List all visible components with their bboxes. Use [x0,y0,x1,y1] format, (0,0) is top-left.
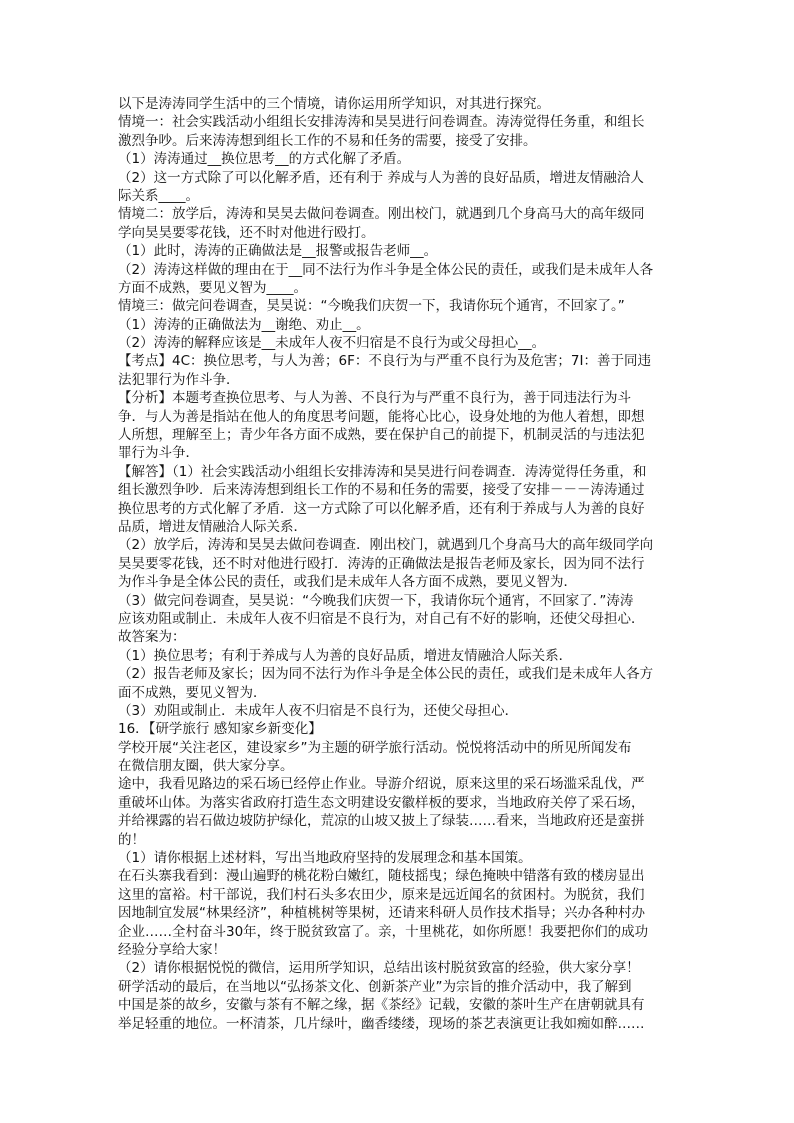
text-line: 经验分享给大家！ [118,941,226,958]
text-line: 应该劝阻或制止．未成年人夜不归宿是不良行为，对自己有不好的影响，还使父母担心． [118,610,645,627]
text-line: 16．【研学旅行 感知家乡新变化】 [118,721,322,738]
text-line: （2）涛涛的解释应该是__未成年人夜不归宿是不良行为或父母担心__。 [118,335,546,352]
text-line: 罪行为斗争． [118,445,199,462]
text-line: 际关系____。 [118,187,199,204]
text-line: 换位思考的方式化解了矛盾．这一方式除了可以化解矛盾，还有利于养成与人为善的良好 [118,500,645,517]
text-line: 研学活动的最后，在当地以“弘扬茶文化、创新茶产业”为宗旨的推介活动中，我了解到 [118,978,632,995]
text-line: （2）涛涛这样做的理由在于__同不法行为作斗争是全体公民的责任，或我们是未成年人各 [118,261,654,278]
text-line: 这里的富裕。村干部说，我们村石头多农田少，原来是远近闻名的贫困村。为脱贫，我们 [118,886,645,903]
text-line: （3）劝阻或制止．未成年人夜不归宿是不良行为，还使父母担心． [118,702,519,719]
text-line: 学校开展“关注老区，建设家乡”为主题的研学旅行活动。悦悦将活动中的所见所闻发布 [118,739,632,756]
text-line: （1）此时，涛涛的正确做法是__报警或报告老师__。 [118,243,438,260]
text-line: 情境三：做完问卷调查，昊昊说：“今晚我们庆贺一下，我请你玩个通宵，不回家了。” [118,298,625,315]
text-line: 重破坏山体。为落实省政府打造生态文明建设安徽样板的要求，当地政府关停了采石场， [118,794,645,811]
text-line: 为作斗争是全体公民的责任，或我们是未成年人各方面不成熟，要见义智为． [118,574,577,591]
text-line: 情境二：放学后，涛涛和昊昊去做问卷调查。刚出校门，就遇到几个身高马大的高年级同 [118,206,645,223]
text-line: （2）请你根据悦悦的微信，运用所学知识，总结出该村脱贫致富的经验，供大家分享！ [118,960,640,977]
text-line: 在石头寨我看到：漫山遍野的桃花粉白嫩红，随枝摇曳；绿色掩映中错落有致的楼房显出 [118,868,645,885]
text-line: 法犯罪行为作斗争． [118,371,240,388]
text-line: （1）请你根据上述材料，写出当地政府坚持的发展理念和基本国策。 [118,850,532,867]
text-line: 的！ [118,831,145,848]
text-line: 以下是涛涛同学生活中的三个情境，请你运用所学知识，对其进行探究。 [118,96,550,112]
text-line: 争．与人为善是指站在他人的角度思考问题，能将心比心，设身处地的为他人着想，即想 [118,408,645,425]
text-line: 激烈争吵。后来涛涛想到组长工作的不易和任务的需要，接受了安排。 [118,132,537,149]
text-line: 人所想，理解至上；青少年各方面不成熟，要在保护自己的前提下，机制灵活的与违法犯 [118,427,645,444]
text-line: 方面不成熟，要见义智为____。 [118,279,307,296]
text-line: （3）做完问卷调查，昊昊说：“今晚我们庆贺一下，我请你玩个通宵，不回家了．”涛涛 [118,592,634,609]
text-line: 并给裸露的岩石做边坡防护绿化，荒凉的山坡又披上了绿装……看来，当地政府还是蛮拼 [118,813,645,830]
text-line: 举足轻重的地位。一杯清茶，几片绿叶，幽香缕缕，现场的茶艺表演更让我如痴如醉…… [118,1015,645,1032]
text-line: 在微信朋友圈，供大家分享。 [118,758,294,775]
text-line: 因地制宜发展“林果经济”，种植桃树等果树，还请来科研人员作技术指导；兴办各种村办 [118,905,645,922]
text-line: 组长激烈争吵．后来涛涛想到组长工作的不易和任务的需要，接受了安排－－－涛涛通过 [118,482,645,499]
text-line: 面不成熟，要见义智为． [118,684,267,701]
text-line: 中国是茶的故乡，安徽与茶有不解之缘，据《茶经》记载，安徽的茶叶生产在唐朝就具有 [118,997,645,1014]
document-page [118,95,680,1033]
text-line: 【考点】4C：换位思考，与人为善；6F：不良行为与严重不良行为及危害；7I：善于同违 [118,353,651,370]
text-line: 品质，增进友情融洽人际关系． [118,518,307,535]
text-line: （2）放学后，涛涛和昊昊去做问卷调查．刚出校门，就遇到几个身高马大的高年级同学向 [118,537,654,554]
text-line: 故答案为： [118,629,186,646]
text-line: 【分析】本题考查换位思考、与人为善、不良行为与严重不良行为，善于同违法行为斗 [118,390,631,407]
text-line: （2）这一方式除了可以化解矛盾，还有利于 养成与人为善的良好品质，增进友情融洽人 [118,169,644,186]
text-line: 情境一：社会实践活动小组组长安排涛涛和昊昊进行问卷调查。涛涛觉得任务重，和组长 [118,114,645,131]
text-line: （1）涛涛的正确做法为__谢绝、劝止__。 [118,316,370,333]
text-line: 学向昊昊要零花钱，还不时对他进行殴打。 [118,224,375,241]
text-line: （1）换位思考；有利于养成与人为善的良好品质，增进友情融洽人际关系． [118,647,573,664]
text-line: 昊昊要零花钱，还不时对他进行殴打．涛涛的正确做法是报告老师及家长，因为同不法行 [118,555,645,572]
text-line: （2）报告老师及家长；因为同不法行为作斗争是全体公民的责任，或我们是未成年人各方 [118,666,654,683]
text-line: （1）涛涛通过__换位思考__的方式化解了矛盾。 [118,151,411,168]
text-line: 途中，我看见路边的采石场已经停止作业。导游介绍说，原来这里的采石场滥采乱伐，严 [118,776,645,793]
text-line: 【解答】（1）社会实践活动小组组长安排涛涛和昊昊进行问卷调查．涛涛觉得任务重，和 [118,463,647,480]
text-line: 企业……全村奋斗30年，终于脱贫致富了。亲，十里桃花，如你所愿！我要把你们的成功 [118,923,649,940]
